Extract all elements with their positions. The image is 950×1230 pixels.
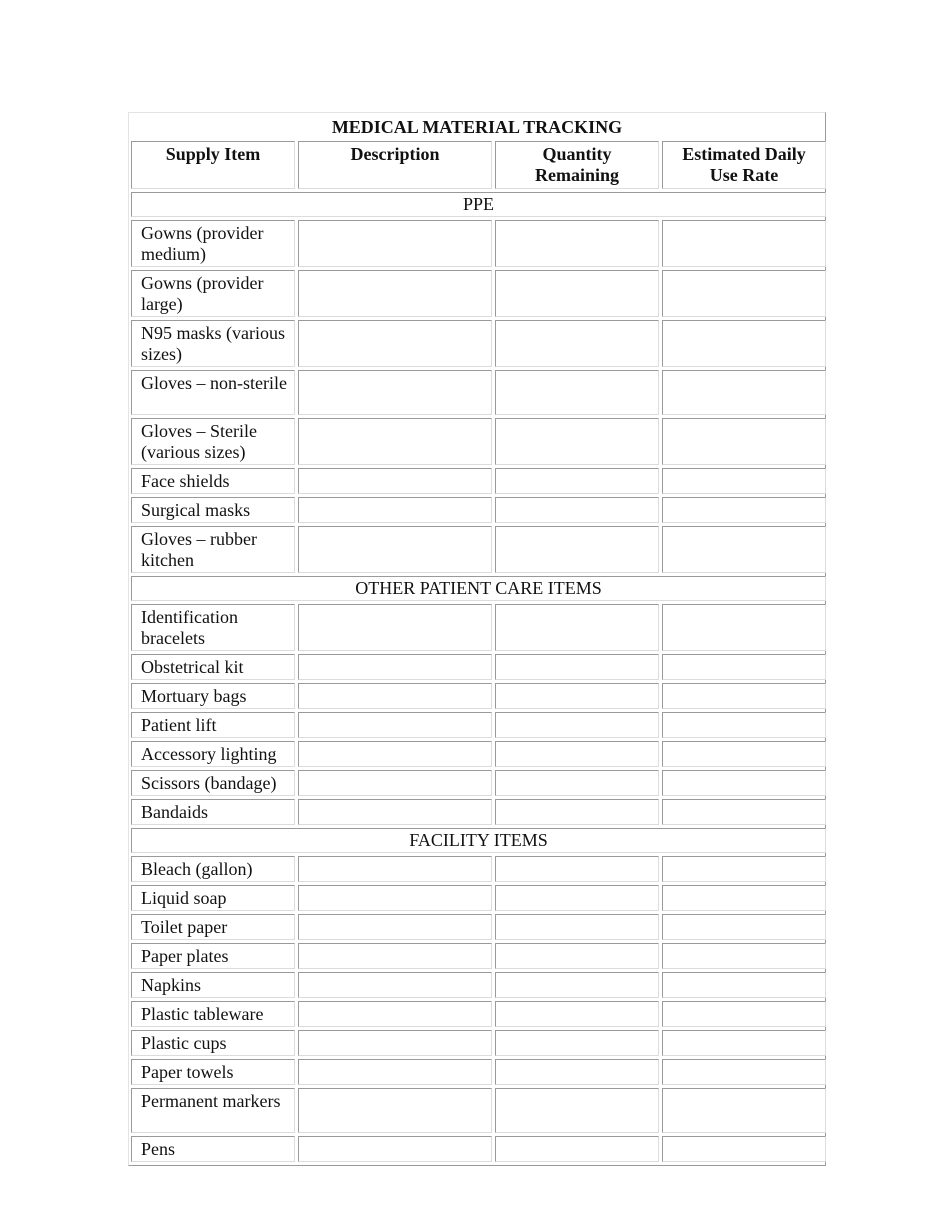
daily-use-rate-cell[interactable]: [662, 770, 826, 796]
daily-use-rate-cell[interactable]: [662, 741, 826, 767]
daily-use-rate-cell[interactable]: [662, 604, 826, 651]
description-cell[interactable]: [298, 799, 492, 825]
quantity-remaining-cell[interactable]: [495, 1088, 659, 1133]
supply-item-cell: Identification bracelets: [131, 604, 295, 651]
description-cell[interactable]: [298, 914, 492, 940]
table-row: [131, 1088, 826, 1133]
quantity-remaining-cell[interactable]: [495, 972, 659, 998]
supply-item-cell: Liquid soap: [131, 885, 295, 911]
daily-use-rate-cell[interactable]: [662, 1001, 826, 1027]
section-row: [131, 828, 826, 853]
description-cell[interactable]: [298, 497, 492, 523]
supply-item-cell: Permanent markers: [131, 1088, 295, 1133]
description-cell[interactable]: [298, 741, 492, 767]
column-header-supply-item: Supply Item: [131, 141, 295, 189]
daily-use-rate-cell[interactable]: [662, 220, 826, 267]
quantity-remaining-cell[interactable]: [495, 320, 659, 367]
table-row: [131, 914, 826, 940]
table-row: [131, 770, 826, 796]
quantity-remaining-cell[interactable]: [495, 943, 659, 969]
description-cell[interactable]: [298, 418, 492, 465]
table-row: [131, 418, 826, 465]
description-cell[interactable]: [298, 972, 492, 998]
quantity-remaining-cell[interactable]: [495, 914, 659, 940]
description-cell[interactable]: [298, 526, 492, 573]
table-row: [131, 683, 826, 709]
quantity-remaining-cell[interactable]: [495, 654, 659, 680]
description-cell[interactable]: [298, 1136, 492, 1162]
supply-item-cell: N95 masks (various sizes): [131, 320, 295, 367]
description-cell[interactable]: [298, 220, 492, 267]
description-cell[interactable]: [298, 468, 492, 494]
description-cell[interactable]: [298, 604, 492, 651]
supply-item-cell: Paper towels: [131, 1059, 295, 1085]
daily-use-rate-cell[interactable]: [662, 712, 826, 738]
table-row: [131, 654, 826, 680]
table-row: [131, 497, 826, 523]
daily-use-rate-cell[interactable]: [662, 418, 826, 465]
section-row: [131, 576, 826, 601]
description-cell[interactable]: [298, 885, 492, 911]
daily-use-rate-cell[interactable]: [662, 1088, 826, 1133]
description-cell[interactable]: [298, 270, 492, 317]
supply-item-cell: Scissors (bandage): [131, 770, 295, 796]
quantity-remaining-cell[interactable]: [495, 497, 659, 523]
supply-item-cell: Plastic tableware: [131, 1001, 295, 1027]
table-row: [131, 741, 826, 767]
daily-use-rate-cell[interactable]: [662, 856, 826, 882]
table-row: [131, 468, 826, 494]
section-heading: PPE: [131, 192, 826, 217]
supply-item-cell: Pens: [131, 1136, 295, 1162]
daily-use-rate-cell[interactable]: [662, 799, 826, 825]
quantity-remaining-cell[interactable]: [495, 885, 659, 911]
quantity-remaining-cell[interactable]: [495, 468, 659, 494]
section-row: [131, 192, 826, 217]
description-cell[interactable]: [298, 770, 492, 796]
daily-use-rate-cell[interactable]: [662, 497, 826, 523]
description-cell[interactable]: [298, 654, 492, 680]
daily-use-rate-cell[interactable]: [662, 468, 826, 494]
tracking-form: [128, 112, 826, 1166]
quantity-remaining-cell[interactable]: [495, 770, 659, 796]
daily-use-rate-cell[interactable]: [662, 370, 826, 415]
supply-item-cell: Gloves – rubber kitchen: [131, 526, 295, 573]
table-body: [131, 192, 826, 1162]
quantity-remaining-cell[interactable]: [495, 799, 659, 825]
supply-item-cell: Paper plates: [131, 943, 295, 969]
quantity-remaining-cell[interactable]: [495, 604, 659, 651]
table-row: [131, 1001, 826, 1027]
description-cell[interactable]: [298, 683, 492, 709]
daily-use-rate-cell[interactable]: [662, 1030, 826, 1056]
quantity-remaining-cell[interactable]: [495, 856, 659, 882]
table-row: [131, 370, 826, 415]
supply-table: [128, 138, 829, 1165]
description-cell[interactable]: [298, 856, 492, 882]
supply-item-cell: Accessory lighting: [131, 741, 295, 767]
table-row: [131, 526, 826, 573]
supply-item-cell: Bandaids: [131, 799, 295, 825]
table-row: [131, 1030, 826, 1056]
column-header-quantity-remaining: Quantity Remaining: [495, 141, 659, 189]
daily-use-rate-cell[interactable]: [662, 943, 826, 969]
supply-item-cell: Gowns (provider medium): [131, 220, 295, 267]
daily-use-rate-cell[interactable]: [662, 885, 826, 911]
supply-item-cell: Bleach (gallon): [131, 856, 295, 882]
quantity-remaining-cell[interactable]: [495, 683, 659, 709]
column-header-daily-use-rate: Estimated Daily Use Rate: [662, 141, 826, 189]
daily-use-rate-cell[interactable]: [662, 320, 826, 367]
table-row: [131, 1059, 826, 1085]
quantity-remaining-cell[interactable]: [495, 741, 659, 767]
description-cell[interactable]: [298, 1030, 492, 1056]
supply-item-cell: Napkins: [131, 972, 295, 998]
table-row: [131, 799, 826, 825]
daily-use-rate-cell[interactable]: [662, 654, 826, 680]
description-cell[interactable]: [298, 370, 492, 415]
quantity-remaining-cell[interactable]: [495, 712, 659, 738]
quantity-remaining-cell[interactable]: [495, 1030, 659, 1056]
table-row: [131, 270, 826, 317]
table-row: [131, 712, 826, 738]
table-row: [131, 604, 826, 651]
supply-item-cell: Gloves – Sterile (various sizes): [131, 418, 295, 465]
daily-use-rate-cell[interactable]: [662, 683, 826, 709]
quantity-remaining-cell[interactable]: [495, 1136, 659, 1162]
description-cell[interactable]: [298, 1059, 492, 1085]
table-row: [131, 320, 826, 367]
daily-use-rate-cell[interactable]: [662, 972, 826, 998]
description-cell[interactable]: [298, 320, 492, 367]
column-header-description: Description: [298, 141, 492, 189]
supply-item-cell: Toilet paper: [131, 914, 295, 940]
table-row: [131, 885, 826, 911]
quantity-remaining-cell[interactable]: [495, 1001, 659, 1027]
supply-item-cell: Mortuary bags: [131, 683, 295, 709]
supply-item-cell: Plastic cups: [131, 1030, 295, 1056]
description-cell[interactable]: [298, 712, 492, 738]
quantity-remaining-cell[interactable]: [495, 370, 659, 415]
table-row: [131, 972, 826, 998]
table-row: [131, 220, 826, 267]
quantity-remaining-cell[interactable]: [495, 220, 659, 267]
description-cell[interactable]: [298, 1088, 492, 1133]
supply-item-cell: Gloves – non-sterile: [131, 370, 295, 415]
quantity-remaining-cell[interactable]: [495, 1059, 659, 1085]
quantity-remaining-cell[interactable]: [495, 418, 659, 465]
supply-item-cell: Patient lift: [131, 712, 295, 738]
supply-item-cell: Obstetrical kit: [131, 654, 295, 680]
section-heading: OTHER PATIENT CARE ITEMS: [131, 576, 826, 601]
table-row: [131, 856, 826, 882]
section-heading: FACILITY ITEMS: [131, 828, 826, 853]
table-row: [131, 943, 826, 969]
daily-use-rate-cell[interactable]: [662, 270, 826, 317]
daily-use-rate-cell[interactable]: [662, 914, 826, 940]
form-title: MEDICAL MATERIAL TRACKING: [331, 117, 623, 137]
quantity-remaining-cell[interactable]: [495, 270, 659, 317]
daily-use-rate-cell[interactable]: [662, 1136, 826, 1162]
daily-use-rate-cell[interactable]: [662, 526, 826, 573]
description-cell[interactable]: [298, 1001, 492, 1027]
daily-use-rate-cell[interactable]: [662, 1059, 826, 1085]
supply-item-cell: Surgical masks: [131, 497, 295, 523]
supply-item-cell: Gowns (provider large): [131, 270, 295, 317]
supply-item-cell: Face shields: [131, 468, 295, 494]
description-cell[interactable]: [298, 943, 492, 969]
quantity-remaining-cell[interactable]: [495, 526, 659, 573]
table-row: [131, 1136, 826, 1162]
header-row: [131, 141, 826, 189]
